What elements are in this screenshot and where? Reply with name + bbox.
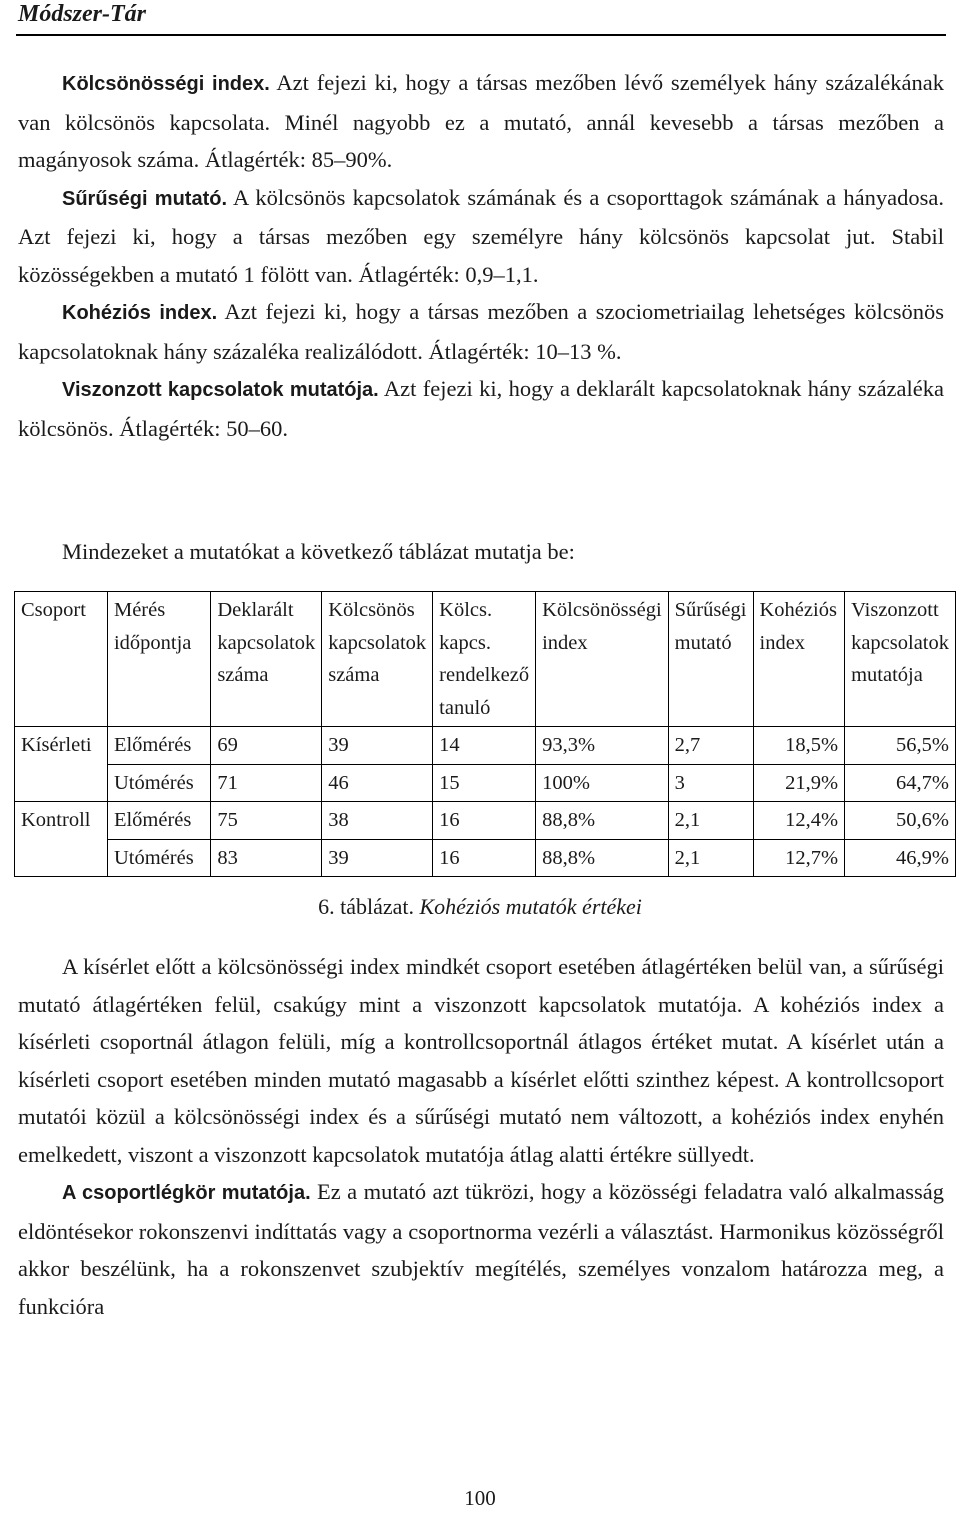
definition-term: Kohéziós index. xyxy=(62,302,218,324)
page-number: 100 xyxy=(464,1486,496,1510)
column-header: Kölcsönös kapcsolatok száma xyxy=(322,592,433,727)
table-cell: 88,8% xyxy=(536,802,669,840)
table-cell: 16 xyxy=(433,839,536,877)
indices-table xyxy=(14,591,956,877)
table-cell: 71 xyxy=(211,764,322,802)
table-cell: 83 xyxy=(211,839,322,877)
table-cell: 12,7% xyxy=(753,839,845,877)
definition-term: Sűrűségi mutató. xyxy=(62,187,228,210)
column-header: Deklarált kapcsolatok száma xyxy=(211,592,322,727)
analysis-block xyxy=(18,948,944,1325)
table-cell: 39 xyxy=(322,727,433,765)
section-csoportlegkor xyxy=(18,1173,944,1325)
table-cell: 69 xyxy=(211,727,322,765)
table-cell: 3 xyxy=(668,764,753,802)
table-cell: 100% xyxy=(536,764,669,802)
table-row xyxy=(15,727,956,765)
table-cell: 88,8% xyxy=(536,839,669,877)
table-cell: 75 xyxy=(211,802,322,840)
running-title: Módszer-Tár xyxy=(18,1,147,27)
group-cell: Kísérleti xyxy=(15,727,108,802)
definitions-block xyxy=(18,64,944,447)
table-cell: 2,7 xyxy=(668,727,753,765)
caption-title: Kohéziós mutatók értékei xyxy=(419,894,642,919)
definition-viszonzott xyxy=(18,370,944,447)
table-cell: Előmérés xyxy=(107,727,210,765)
column-header: Kohéziós index xyxy=(753,592,845,727)
table-cell: 2,1 xyxy=(668,802,753,840)
table-cell: 14 xyxy=(433,727,536,765)
table-cell: 39 xyxy=(322,839,433,877)
table-header-row xyxy=(15,592,956,727)
table-cell: 15 xyxy=(433,764,536,802)
caption-label: 6. táblázat. xyxy=(318,894,414,919)
table-row xyxy=(15,839,956,877)
table-cell: 50,6% xyxy=(845,802,956,840)
group-cell: Kontroll xyxy=(15,802,108,877)
definition-text: A kölcsönös kapcsolatok számának és a csoporttagok számának a hányadosa. Azt fejezi ki, hogy a társas mezőben egy személyre hány kölcsönös kapcsolat jut. Stabil közösségekben a mutató 1 fölött van. Átlagérték: 0,9–1,1. xyxy=(18,184,944,287)
column-header: Sűrűségi mutató xyxy=(668,592,753,727)
table-cell: 46 xyxy=(322,764,433,802)
definition-term: Kölcsönösségi index. xyxy=(62,73,270,95)
definition-kohezios xyxy=(18,293,944,370)
table-cell: 64,7% xyxy=(845,764,956,802)
definition-text: Azt fejezi ki, hogy a deklarált kapcsolatoknak hány százaléka kölcsönös. Átlagérték: 50–60. xyxy=(18,376,944,441)
definition-surusegi xyxy=(18,179,944,294)
table-cell: Utómérés xyxy=(107,764,210,802)
table-intro: Mindezeket a mutatókat a következő táblázat mutatja be: xyxy=(62,539,575,564)
definition-kolcsonossegi xyxy=(18,64,944,179)
column-header: Kölcs. kapcs. rendelkező tanuló xyxy=(433,592,536,727)
table-cell: 16 xyxy=(433,802,536,840)
column-header: Csoport xyxy=(15,592,108,727)
definition-text: Azt fejezi ki, hogy a társas mezőben a szociometriailag lehetséges kölcsönös kapcsolatoknak hány százaléka realizálódott. Átlagérték: 10–13 %. xyxy=(18,299,945,364)
section-term: A csoportlégkör mutatója. xyxy=(62,1182,311,1204)
table-caption xyxy=(0,892,960,922)
column-header: Mérés időpontja xyxy=(107,592,210,727)
column-header: Viszonzott kapcsolatok mutatója xyxy=(845,592,956,727)
table-cell: 21,9% xyxy=(753,764,845,802)
table-cell: 93,3% xyxy=(536,727,669,765)
table-cell: 38 xyxy=(322,802,433,840)
table-row xyxy=(15,802,956,840)
section-text: Ez a mutató azt tükrözi, hogy a közösségi feladatra való alkalmasság eldöntésekor rokonszenvi indíttatás vagy a csoportnorma vezérli a választást. Harmonikus közösségről akkor beszélünk, ha a rokonszenvet szubjektív megítélés, személyes vonzalom határozza meg, a funkcióra xyxy=(18,1179,944,1319)
table-cell: 56,5% xyxy=(845,727,956,765)
table-row xyxy=(15,764,956,802)
column-header: Kölcsönösségi index xyxy=(536,592,669,727)
table-cell: Előmérés xyxy=(107,802,210,840)
header-rule xyxy=(16,34,946,36)
table-cell: 46,9% xyxy=(845,839,956,877)
definition-term: Viszonzott kapcsolatok mutatója. xyxy=(62,379,379,401)
table-cell: 12,4% xyxy=(753,802,845,840)
table-cell: 2,1 xyxy=(668,839,753,877)
table-cell: Utómérés xyxy=(107,839,210,877)
analysis-paragraph: A kísérlet előtt a kölcsönösségi index mindkét csoport esetében átlagértéken belül van, a sűrűségi mutató átlagértéken felül, csakúgy mint a viszonzott kapcsolatok mutatója. A kohéziós index a kísérleti csoportnál átlagon felüli, míg a kontrollcsoportnál átlagos értéket mutat. A kísérlet után a kísérleti csoport esetében minden mutató magasabb a kísérlet előtti szinthez képest. A kontrollcsoport mutatói közül a kölcsönösségi index és a sűrűségi mutató nem változott, a kohéziós index enyhén emelkedett, viszont a viszonzott kapcsolatok mutatója átlag alatti értékre süllyedt. xyxy=(18,954,944,1167)
table-cell: 18,5% xyxy=(753,727,845,765)
definition-text: Azt fejezi ki, hogy a társas mezőben lévő személyek hány százalékának van kölcsönös kapcsolata. Minél nagyobb ez a mutató, annál kevesebb a társas mezőben a magányosok száma. Átlagérték: 85–90%. xyxy=(18,70,944,172)
